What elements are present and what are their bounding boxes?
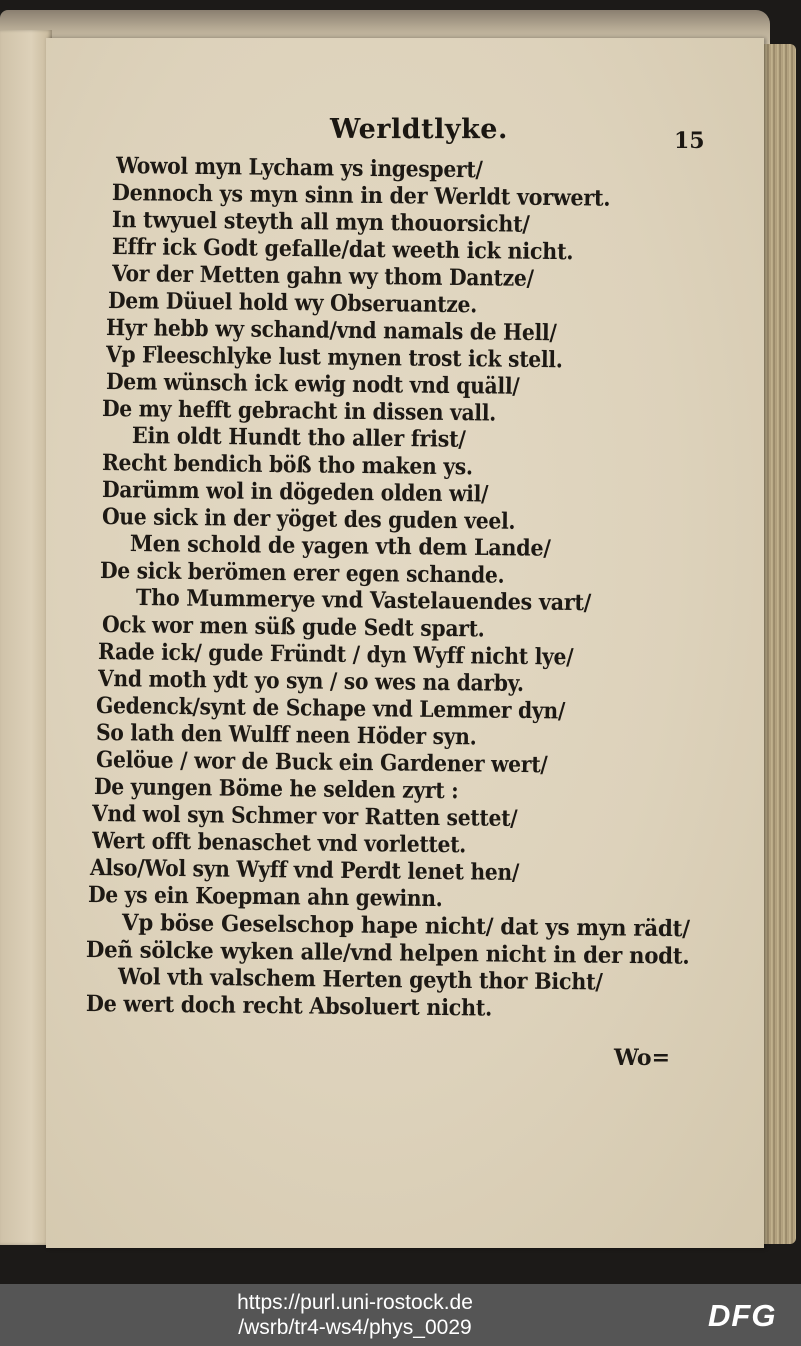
verse-line: De ys ein Koepman ahn gewinn. — [87, 882, 443, 913]
verse-line: Darümm wol in dögeden olden wil/ — [101, 477, 489, 508]
verse-line: Gelöue / wor de Buck ein Gardener wert/ — [95, 747, 548, 779]
verse-line: Also/Wol syn Wyff vnd Perdt lenet hen/ — [89, 855, 520, 886]
verse-line: Ein oldt Hundt tho aller frist/ — [131, 423, 466, 453]
verse-line: Wowol myn Lycham ys ingespert/ — [115, 153, 483, 184]
catchword: Wo= — [614, 1045, 671, 1071]
verse-line: Vnd wol syn Schmer vor Ratten settet/ — [91, 801, 518, 832]
verse-line: Deñ sölcke wyken alle/vnd helpen nicht in der nodt. — [85, 937, 690, 970]
verse-line: Rade ick/ gude Fründt / dyn Wyff nicht lye/ — [97, 639, 574, 671]
page-number: 15 — [674, 128, 705, 154]
verse-line: Tho Mummerye vnd Vastelauendes vart/ — [135, 585, 592, 617]
verse-line: Gedenck/synt de Schape vnd Lemmer dyn/ — [95, 693, 566, 725]
verse-line: Dem wünsch ick ewig nodt vnd quäll/ — [105, 369, 520, 400]
verse-line: In twyuel steyth all myn thouorsicht/ — [111, 207, 530, 238]
verse-line: Men schold de yagen vth dem Lande/ — [129, 531, 551, 562]
verse-line: De my hefft gebracht in dissen vall. — [101, 396, 497, 427]
verse-line: Wol vth valschem Herten geyth thor Bicht/ — [117, 964, 603, 996]
verse-line: Effr ick Godt gefalle/dat weeth ick nicht. — [111, 234, 574, 266]
left-page-edge — [0, 30, 52, 1245]
verse-line: Vp Fleeschlyke lust mynen trost ick stell. — [105, 342, 563, 374]
verse-line: Oue sick in der yöget des guden veel. — [101, 504, 516, 535]
verse-line: Vor der Metten gahn wy thom Dantze/ — [111, 261, 534, 292]
verse-line: Vnd moth ydt yo syn / so wes na darby. — [97, 666, 524, 697]
verse-line: Recht bendich böß tho maken ys. — [101, 450, 473, 481]
verse-line: De sick berömen erer egen schande. — [99, 558, 505, 589]
verse-line: De yungen Böme he selden zyrt : — [93, 774, 459, 805]
verse-line: So lath den Wulff neen Höder syn. — [95, 720, 477, 751]
running-header: Werldtlyke. — [330, 114, 508, 145]
verse-line: Dennoch ys myn sinn in der Werldt vorwert. — [111, 180, 611, 212]
verse-line: Wert offt benaschet vnd vorlettet. — [91, 828, 467, 859]
verse-line: Hyr hebb wy schand/vnd namals de Hell/ — [105, 315, 557, 347]
permalink-line-1[interactable]: https://purl.uni-rostock.de — [237, 1291, 473, 1314]
dfg-logo: DFG — [708, 1298, 777, 1333]
verse-line: Ock wor men süß gude Sedt spart. — [101, 612, 485, 643]
permalink-line-2[interactable]: /wsrb/tr4-ws4/phys_0029 — [238, 1316, 472, 1339]
permalink[interactable] — [185, 1290, 525, 1340]
verse-line: Dem Düuel hold wy Obseruantze. — [107, 288, 478, 319]
verse-line: De wert doch recht Absoluert nicht. — [85, 991, 493, 1022]
verse-line: Vp böse Geselschop hape nicht/ dat ys myn rädt/ — [121, 910, 690, 943]
